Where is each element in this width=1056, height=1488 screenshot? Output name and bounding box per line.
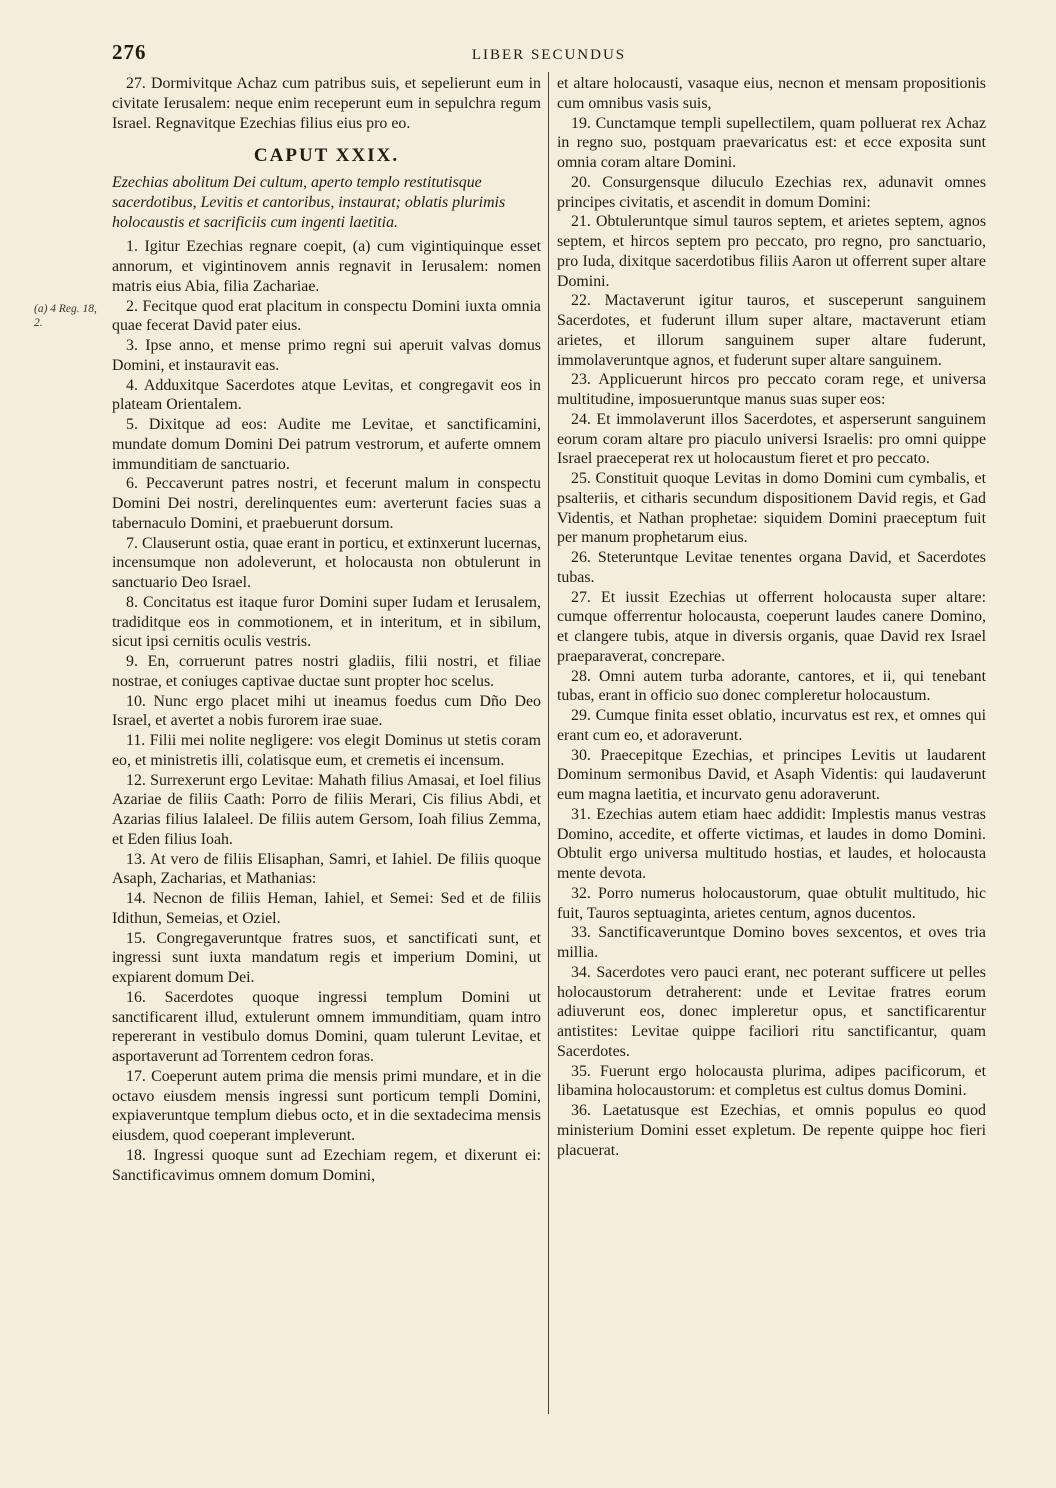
verse: 30. Praecepitque Ezechias, et principes Levitis ut laudarent Dominum sermonibus David, et Asaph Videntis: qui laudaverunt eum magna laetitia, et incurvato genu adoraverunt. [557,746,986,803]
verse: 5. Dixitque ad eos: Audite me Levitae, et sanctificamini, mundate domum Domini Dei patrum vestrorum, et auferte omnem immunditiam de sanctuario. [112,416,541,473]
verse: 21. Obtuleruntque simul tauros septem, et arietes septem, agnos septem, et hircos septem pro peccato, pro regno, pro sanctuario, pro Iuda, dixitque sacerdotibus filiis Aaron ut offerrent super altare Domini. [557,213,986,290]
verse: 7. Clauserunt ostia, quae erant in porticu, et extinxerunt lucernas, incensumque non adoleverunt, et holocausta non obtulerunt in sanctuario Deo Israel. [112,534,541,591]
verse: 4. Adduxitque Sacerdotes atque Levitas, et congregavit eos in plateam Orientalem. [112,376,541,414]
page-number: 276 [112,40,147,64]
verse: 31. Ezechias autem etiam haec addidit: Implestis manus vestras Domino, accedite, et offerte victimas, et laudes in domo Domini. Obtulit ergo universa multitudo hostias, et laudes, et holocausta mente devota. [557,805,986,882]
verse: 35. Fuerunt ergo holocausta plurima, adipes pacificorum, et libamina holocaustorum: et completus est cultus domus Domini. [557,1062,986,1100]
chapter-title: CAPUT XXIX. [253,145,400,167]
verse: 11. Filii mei nolite negligere: vos elegit Dominus ut stetis coram eo, et ministretis illi, colatisque eum, et cremetis ei incensum. [112,732,541,769]
verse: 9. En, corruerunt patres nostri gladiis, filii nostri, et filiae nostrae, et coniuges captivae ductae sunt propter hoc scelus. [112,653,541,690]
verse: 1. Igitur Ezechias regnare coepit, (a) cum vigintiquinque esset annorum, et vigintinovem annis regnavit in Ierusalem: nomen matris eius Abia, filia Zachariae. [112,238,541,295]
verse: 18. Ingressi quoque sunt ad Ezechiam regem, et dixerunt ei: Sanctificavimus omnem domum Domini, [112,1146,541,1184]
verse: 24. Et immolaverunt illos Sacerdotes, et asperserunt sanguinem eorum coram altare pro piaculo universi Israelis: pro omni quippe Israel praeceperat rex ut holocaustum fieret et pro peccato. [557,410,986,468]
verse: 14. Necnon de filiis Heman, Iahiel, et Semei: Sed et de filiis Idithun, Semeias, et Oziel. [112,890,541,927]
verse: 36. Laetatusque est Ezechias, et omnis populus eo quod ministerium Domini esset expletum. De repente quippe hoc fieri placuerat. [557,1102,986,1159]
chapter-summary: Ezechias abolitum Dei cultum, aperto templo restitutisque sacerdotibus, Levitis et cantoribus, instaurat; oblatis plurimis holocaustis et sacrificiis cum ingenti laetitia. [112,174,506,231]
verse: 33. Sanctificaveruntque Domino boves sexcentos, et oves tria millia. [557,924,986,961]
verse-opening: 27. Dormivitque Achaz cum patribus suis, et sepelierunt eum in civitate Ierusalem: neque enim receperunt eum in sepulchra regum Israel. Regnavitque Ezechias filius eius pro eo. [112,75,541,132]
verse-continuation: et altare holocausti, vasaque eius, necnon et mensam propositionis cum omnibus vasis suis, [557,75,986,112]
verse: 2. Fecitque quod erat placitum in conspectu Domini iuxta omnia quae fecerat David pater eius. [112,297,541,335]
verse: 19. Cunctamque templi supellectilem, quam polluerat rex Achaz in regno suo, postquam praevaricatus est: et ecce exposita sunt omnia coram altare Domini. [557,114,986,171]
verse: 32. Porro numerus holocaustorum, quae obtulit multitudo, hic fuit, Tauros septuaginta, arietes centum, agnos ducentos. [557,884,986,922]
verse: 29. Cumque finita esset oblatio, incurvatus est rex, et omnes qui erant cum eo, et adoraverunt. [557,707,986,744]
right-column [557,74,986,1160]
margin-note: (a) 4 Reg. 18, 2. [34,303,97,329]
left-column [112,74,541,1185]
verse: 15. Congregaveruntque fratres suos, et sanctificati sunt, et ingressi sunt iuxta mandatum regis et imperium Domini, ut expiarent domum Dei. [112,929,541,986]
running-title: LIBER SECUNDUS [471,47,627,63]
verse: 17. Coeperunt autem prima die mensis primi mundare, et in die octavo eiusdem mensis ingressi sunt porticum templi Domini, expiaveruntque templum diebus octo, et in die sextadecima mensis eiusdem, quod coeperant impleverunt. [112,1067,541,1144]
verse: 28. Omni autem turba adorante, cantores, et ii, qui tenebant tubas, erant in officio suo donec compleretur holocaustum. [557,667,986,705]
verse: 25. Constituit quoque Levitas in domo Domini cum cymbalis, et psalteriis, et citharis secundum dispositionem David regis, et Gad Videntis, et Nathan prophetae: siquidem Domini praeceptum fuit per manum prophetarum eius. [557,470,986,547]
verse: 3. Ipse anno, et mense primo regni sui aperuit valvas domus Domini, et instauravit eas. [112,337,541,374]
page-header [112,40,986,70]
verse: 10. Nunc ergo placet mihi ut ineamus foedus cum Dño Deo Israel, et avertet a nobis furorem irae suae. [112,692,541,730]
verse: 8. Concitatus est itaque furor Domini super Iudam et Ierusalem, tradiditque eos in commotionem, et in interitum, et in sibilum, sicut ipsi cernitis oculis vestris. [112,593,541,651]
verse: 22. Mactaverunt igitur tauros, et susceperunt sanguinem Sacerdotes, et fuderunt illum super altare, mactaverunt etiam arietes, et illorum sanguinem super altare fuderunt, immolaveruntque agnos, et fuderunt super altare sanguinem. [557,292,986,369]
verse: 6. Peccaverunt patres nostri, et fecerunt malum in conspectu Domini Dei nostri, derelinquentes eum: averterunt facies suas a tabernaculo Domini, et praebuerunt dorsum. [112,475,541,532]
verse: 16. Sacerdotes quoque ingressi templum Domini ut sanctificarent illud, extulerunt omnem immunditiam, quam intro repererant in vestibulo domus Domini, quam tulerunt Levitae, et asportaverunt ad Torrentem cedron foras. [112,988,541,1065]
verse: 20. Consurgensque diluculo Ezechias rex, adunavit omnes principes civitatis, et ascendit in domum Domini: [557,173,986,211]
verse: 23. Applicuerunt hircos pro peccato coram rege, et universa multitudine, imposueruntque manus suas super eos: [557,371,986,408]
column-divider [548,72,549,1414]
verse: 34. Sacerdotes vero pauci erant, nec poterant sufficere ut pelles holocaustorum detraherent: unde et Levitae fratres eorum adiuverunt eos, donec impleretur opus, et sanctificarentur antistites: Levitae quippe faciliori ritu sanctificantur, quam Sacerdotes. [557,963,986,1060]
verse: 27. Et iussit Ezechias ut offerrent holocausta super altare: cumque offerrentur holocausta, coeperunt laudes canere Domino, et clangere tubis, atque in diversis organis, quae David rex Israel praeparaverat, concrepare. [557,588,986,665]
verse: 13. At vero de filiis Elisaphan, Samri, et Iahiel. De filiis quoque Asaph, Zacharias, et Mathanias: [112,850,541,888]
verse: 12. Surrexerunt ergo Levitae: Mahath filius Amasai, et Ioel filius Azariae de filiis Caath: Porro de filiis Merari, Cis filius Abdi, et Azarias filius Ialaleel. De filiis autem Gersom, Ioah filius Zemma, et Eden filius Ioah. [112,771,541,848]
verse: 26. Steteruntque Levitae tenentes organa David, et Sacerdotes tubas. [557,549,986,586]
